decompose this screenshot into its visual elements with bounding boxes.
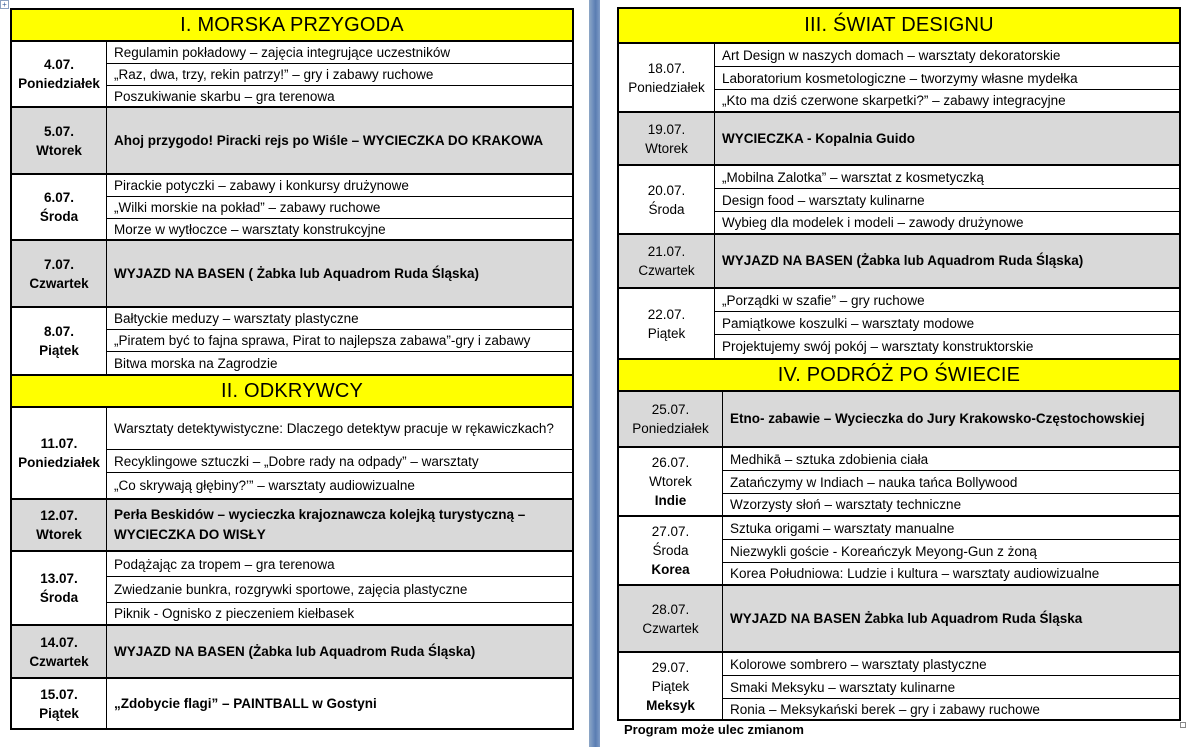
- activity-item: Zwiedzanie bunkra, rozgrywki sportowe, zajęcia plastyczne: [107, 577, 572, 603]
- section-title-3: III. ŚWIAT DESIGNU: [619, 9, 1179, 44]
- activity-item: Design food – warsztaty kulinarne: [715, 189, 1179, 212]
- weekday: Poniedziałek: [18, 455, 100, 470]
- day-row: [12, 308, 572, 374]
- activity-item: Regulamin pokładowy – zajęcia integrujące uczestników: [107, 42, 572, 64]
- activity-item: „Mobilna Zalotka” – warsztat z kosmetyczką: [715, 166, 1179, 189]
- day-row: [12, 408, 572, 500]
- day-row: [12, 175, 572, 241]
- page-separator: [589, 0, 600, 747]
- date-cell: [12, 626, 107, 677]
- day-row-excursion: [12, 241, 572, 308]
- date: 12.07.: [40, 508, 78, 523]
- weekday: Piątek: [39, 705, 79, 721]
- date: 7.07.: [43, 256, 75, 272]
- date-cell: [12, 500, 107, 550]
- date: 27.07.: [651, 524, 690, 539]
- country-theme: Meksyk: [646, 697, 695, 713]
- date: 19.07.: [647, 121, 686, 137]
- activity-item: Warsztaty detektywistyczne: Dlaczego detektyw pracuje w rękawiczkach?: [107, 408, 572, 450]
- activity-item: Art Design w naszych domach – warsztaty dekoratorskie: [715, 44, 1179, 67]
- day-row: [12, 42, 572, 108]
- activity-item: Pamiątkowe koszulki – warsztaty modowe: [715, 312, 1179, 335]
- date-cell: [619, 586, 723, 651]
- weekday: Piątek: [651, 678, 690, 694]
- date: 28.07.: [651, 601, 690, 617]
- activity-item: Kolorowe sombrero – warsztaty plastyczne: [723, 653, 1179, 676]
- excursion-text: WYJAZD NA BASEN ( Żabka lub Aquadrom Ruda Śląska): [114, 265, 480, 281]
- weekday: Czwartek: [29, 653, 89, 669]
- table-move-handle-icon[interactable]: +: [0, 0, 9, 9]
- weekday: Czwartek: [29, 275, 89, 291]
- activity-item: Bałtyckie meduzy – warsztaty plastyczne: [107, 308, 572, 330]
- section-title-4: IV. PODRÓŻ PO ŚWIECIE: [619, 358, 1179, 392]
- day-row: [619, 517, 1179, 586]
- day-row: [619, 289, 1179, 358]
- date-cell: [12, 408, 107, 498]
- country-theme: Korea: [651, 562, 690, 577]
- date: 25.07.: [651, 402, 690, 417]
- weekday: Środa: [39, 590, 79, 605]
- day-row-excursion: [619, 586, 1179, 653]
- activity-item: „Piratem być to fajna sprawa, Pirat to najlepsza zabawa”-gry i zabawy: [107, 330, 572, 352]
- day-row: [619, 448, 1179, 517]
- weekday: Poniedziałek: [18, 76, 100, 91]
- weekday: Wtorek: [645, 140, 688, 156]
- excursion-text: Etno- zabawie – Wycieczka do Jury Krakowsko-Częstochowskiej: [730, 411, 1145, 426]
- date-cell: [619, 235, 715, 287]
- activity-item: „Co skrywają głębiny?’” – warsztaty audiowizualne: [114, 478, 415, 493]
- weekday: Wtorek: [36, 142, 82, 158]
- activity-item: Ronia – Meksykański berek – gry i zabawy ruchowe: [730, 701, 1040, 717]
- weekday: Środa: [39, 209, 79, 224]
- date-cell: [12, 42, 107, 106]
- date: 8.07.: [43, 324, 75, 339]
- activity-item: Wybieg dla modelek i modeli – zawody drużynowe: [722, 215, 1024, 230]
- activity-item: „Raz, dwa, trzy, rekin patrzy!” – gry i zabawy ruchowe: [107, 64, 572, 86]
- activity-item: Recyklingowe sztuczki – „Dobre rady na odpady” – warsztaty: [107, 450, 572, 473]
- date: 29.07.: [651, 659, 690, 675]
- excursion-text: WYJAZD NA BASEN (Żabka lub Aquadrom Ruda Śląska): [722, 253, 1084, 268]
- activity-item: Sztuka origami – warsztaty manualne: [723, 517, 1179, 540]
- country-theme: Indie: [654, 493, 687, 508]
- day-row: [619, 166, 1179, 235]
- day-row: [619, 653, 1179, 719]
- excursion-text: Ahoj przygodo! Piracki rejs po Wiśle – WYCIECZKA DO KRAKOWA: [114, 132, 544, 148]
- activity-item: „Kto ma dziś czerwone skarpetki?” – zabawy integracyjne: [722, 93, 1066, 108]
- day-row: [12, 679, 572, 728]
- date: 18.07.: [647, 60, 686, 76]
- day-row-excursion: [12, 108, 572, 175]
- excursion-text: WYJAZD NA BASEN Żabka lub Aquadrom Ruda Śląska: [730, 610, 1083, 626]
- weekday: Poniedziałek: [628, 79, 705, 95]
- activity-item: Smaki Meksyku – warsztaty kulinarne: [723, 676, 1179, 699]
- activity-item: Niezwykli goście - Koreańczyk Meyong-Gun z żoną: [723, 540, 1179, 563]
- date: 21.07.: [647, 244, 686, 259]
- weekday: Piątek: [647, 325, 686, 341]
- date-cell: [619, 392, 723, 446]
- date: 4.07.: [43, 57, 75, 72]
- date-cell: [12, 308, 107, 374]
- day-row-excursion: [12, 500, 572, 552]
- date-cell: [619, 113, 715, 164]
- date: 11.07.: [40, 436, 78, 451]
- date-cell: [12, 679, 107, 728]
- activity-item: Zatańczymy w Indiach – nauka tańca Bollywood: [723, 471, 1179, 494]
- weekday: Czwartek: [638, 263, 695, 278]
- date: 22.07.: [647, 306, 686, 322]
- day-row-excursion: [619, 113, 1179, 166]
- activity-item: „Wilki morskie na pokład” – zabawy ruchowe: [107, 197, 572, 219]
- schedule-table-right: [617, 7, 1181, 721]
- section-title-1: I. MORSKA PRZYGODA: [12, 10, 572, 42]
- weekday: Piątek: [39, 343, 79, 358]
- activity-item: Medhikā – sztuka zdobienia ciała: [723, 448, 1179, 471]
- activity-item: Pirackie potyczki – zabawy i konkursy drużynowe: [107, 175, 572, 197]
- footer-note: Program może ulec zmianom: [624, 722, 804, 737]
- weekday: Poniedziałek: [632, 421, 709, 436]
- activity-item: Podążając za tropem – gra terenowa: [107, 552, 572, 577]
- date-cell: [619, 289, 715, 358]
- date-cell: [12, 552, 107, 624]
- date-cell: [619, 44, 715, 111]
- day-row: [619, 44, 1179, 113]
- date: 5.07.: [43, 123, 75, 139]
- weekday: Wtorek: [36, 527, 82, 542]
- date: 6.07.: [43, 190, 75, 205]
- activity-item: Korea Południowa: Ludzie i kultura – warsztaty audiowizualne: [730, 566, 1100, 581]
- event-text: „Zdobycie flagi” – PAINTBALL w Gostyni: [114, 695, 377, 711]
- section-title-2: II. ODKRYWCY: [12, 374, 572, 408]
- activity-item: Morze w wytłoczce – warsztaty konstrukcyjne: [114, 221, 386, 237]
- table-resize-handle-icon[interactable]: [1180, 722, 1186, 728]
- activity-item: Bitwa morska na Zagrodzie: [114, 355, 278, 371]
- weekday: Wtorek: [649, 474, 692, 489]
- date: 14.07.: [40, 634, 78, 650]
- activity-item: Piknik - Ognisko z pieczeniem kiełbasek: [114, 606, 355, 621]
- activity-item: Laboratorium kosmetologiczne – tworzymy własne mydełka: [715, 67, 1179, 90]
- day-row-excursion: [619, 235, 1179, 289]
- excursion-text: WYJAZD NA BASEN (Żabka lub Aquadrom Ruda Śląska): [114, 643, 476, 659]
- date: 20.07.: [647, 182, 686, 198]
- date-cell: [619, 517, 723, 584]
- date-cell: [12, 241, 107, 306]
- date-cell: [12, 108, 107, 173]
- date-cell: [619, 448, 723, 515]
- date: 15.07.: [40, 686, 78, 702]
- day-row: [12, 552, 572, 626]
- activity-item: Projektujemy swój pokój – warsztaty konstruktorskie: [722, 339, 1034, 354]
- excursion-text: WYCIECZKA - Kopalnia Guido: [722, 130, 915, 146]
- date-cell: [619, 653, 723, 719]
- activity-item: Wzorzysty słoń – warsztaty techniczne: [730, 497, 962, 512]
- schedule-table-left: [10, 8, 574, 730]
- activity-item: „Porządki w szafie” – gry ruchowe: [715, 289, 1179, 312]
- activity-item: Poszukiwanie skarbu – gra terenowa: [114, 88, 335, 104]
- excursion-text: Perła Beskidów – wycieczka krajoznawcza kolejką turystyczną – WYCIECZKA DO WISŁY: [114, 507, 526, 542]
- day-row-excursion: [12, 626, 572, 679]
- weekday: Środa: [648, 201, 685, 217]
- date: 13.07.: [40, 571, 78, 586]
- date: 26.07.: [651, 455, 690, 470]
- date-cell: [619, 166, 715, 233]
- day-row-excursion: [619, 392, 1179, 448]
- date-cell: [12, 175, 107, 239]
- weekday: Czwartek: [642, 620, 699, 636]
- weekday: Środa: [652, 543, 689, 558]
